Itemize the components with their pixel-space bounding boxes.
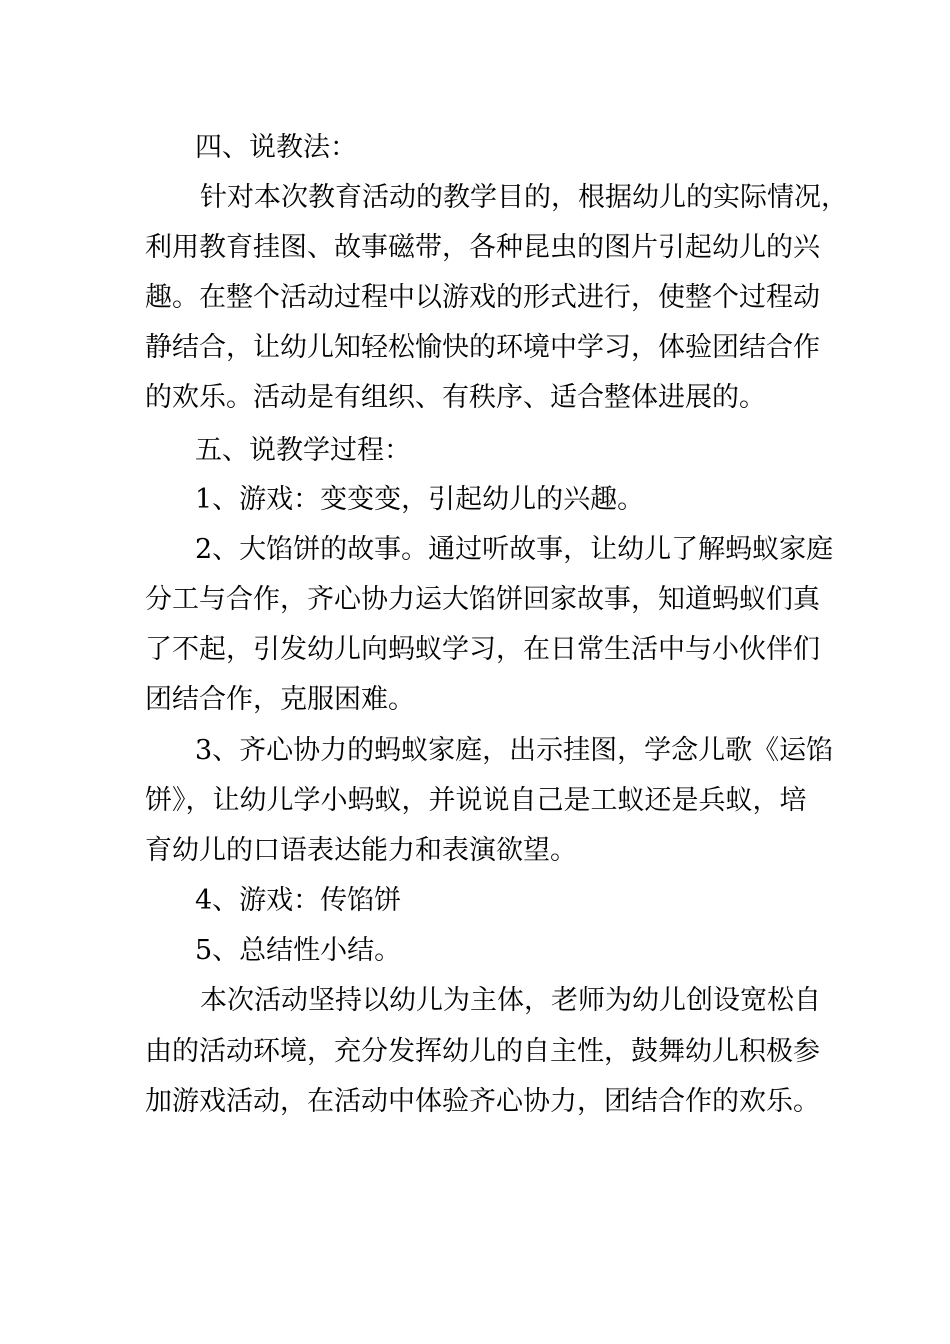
paragraph-line: 了不起，引发幼儿向蚂蚁学习，在日常生活中与小伙伴们 xyxy=(145,634,820,665)
paragraph-line: 团结合作，克服困难。 xyxy=(145,684,415,715)
list-item-5: 5、总结性小结。 xyxy=(195,935,402,966)
paragraph-line: 饼》，让幼儿学小蚂蚁，并说说自己是工蚁还是兵蚁，培 xyxy=(145,785,807,816)
paragraph-line: 趣。在整个活动过程中以游戏的形式进行，使整个过程动 xyxy=(145,282,820,313)
summary-paragraph-line: 本次活动坚持以幼儿为主体，老师为幼儿创设宽松自 xyxy=(200,985,821,1016)
paragraph-line: 针对本次教育活动的教学目的，根据幼儿的实际情况， xyxy=(200,182,848,213)
list-item-4: 4、游戏：传馅饼 xyxy=(195,885,402,916)
list-item-2: 2、大馅饼的故事。通过听故事，让幼儿了解蚂蚁家庭 xyxy=(195,534,834,565)
list-item-3: 3、齐心协力的蚂蚁家庭，出示挂图，学念儿歌《运馅 xyxy=(195,735,834,766)
summary-paragraph-line: 由的活动环境，充分发挥幼儿的自主性，鼓舞幼儿积极参 xyxy=(145,1036,820,1067)
section-heading-teaching-process: 五、说教学过程： xyxy=(195,435,411,466)
paragraph-line: 育幼儿的口语表达能力和表演欲望。 xyxy=(145,835,577,866)
paragraph-line: 分工与合作，齐心协力运大馅饼回家故事，知道蚂蚁们真 xyxy=(145,584,820,615)
list-item-1: 1、游戏：变变变，引起幼儿的兴趣。 xyxy=(195,484,645,515)
paragraph-line: 的欢乐。活动是有组织、有秩序、适合整体进展的。 xyxy=(145,382,766,413)
section-heading-teaching-method: 四、说教法： xyxy=(195,132,357,163)
paragraph-line: 利用教育挂图、故事磁带，各种昆虫的图片引起幼儿的兴 xyxy=(145,232,820,263)
paragraph-line: 静结合，让幼儿知轻松愉快的环境中学习，体验团结合作 xyxy=(145,332,820,363)
summary-paragraph-line: 加游戏活动，在活动中体验齐心协力，团结合作的欢乐。 xyxy=(145,1086,820,1117)
